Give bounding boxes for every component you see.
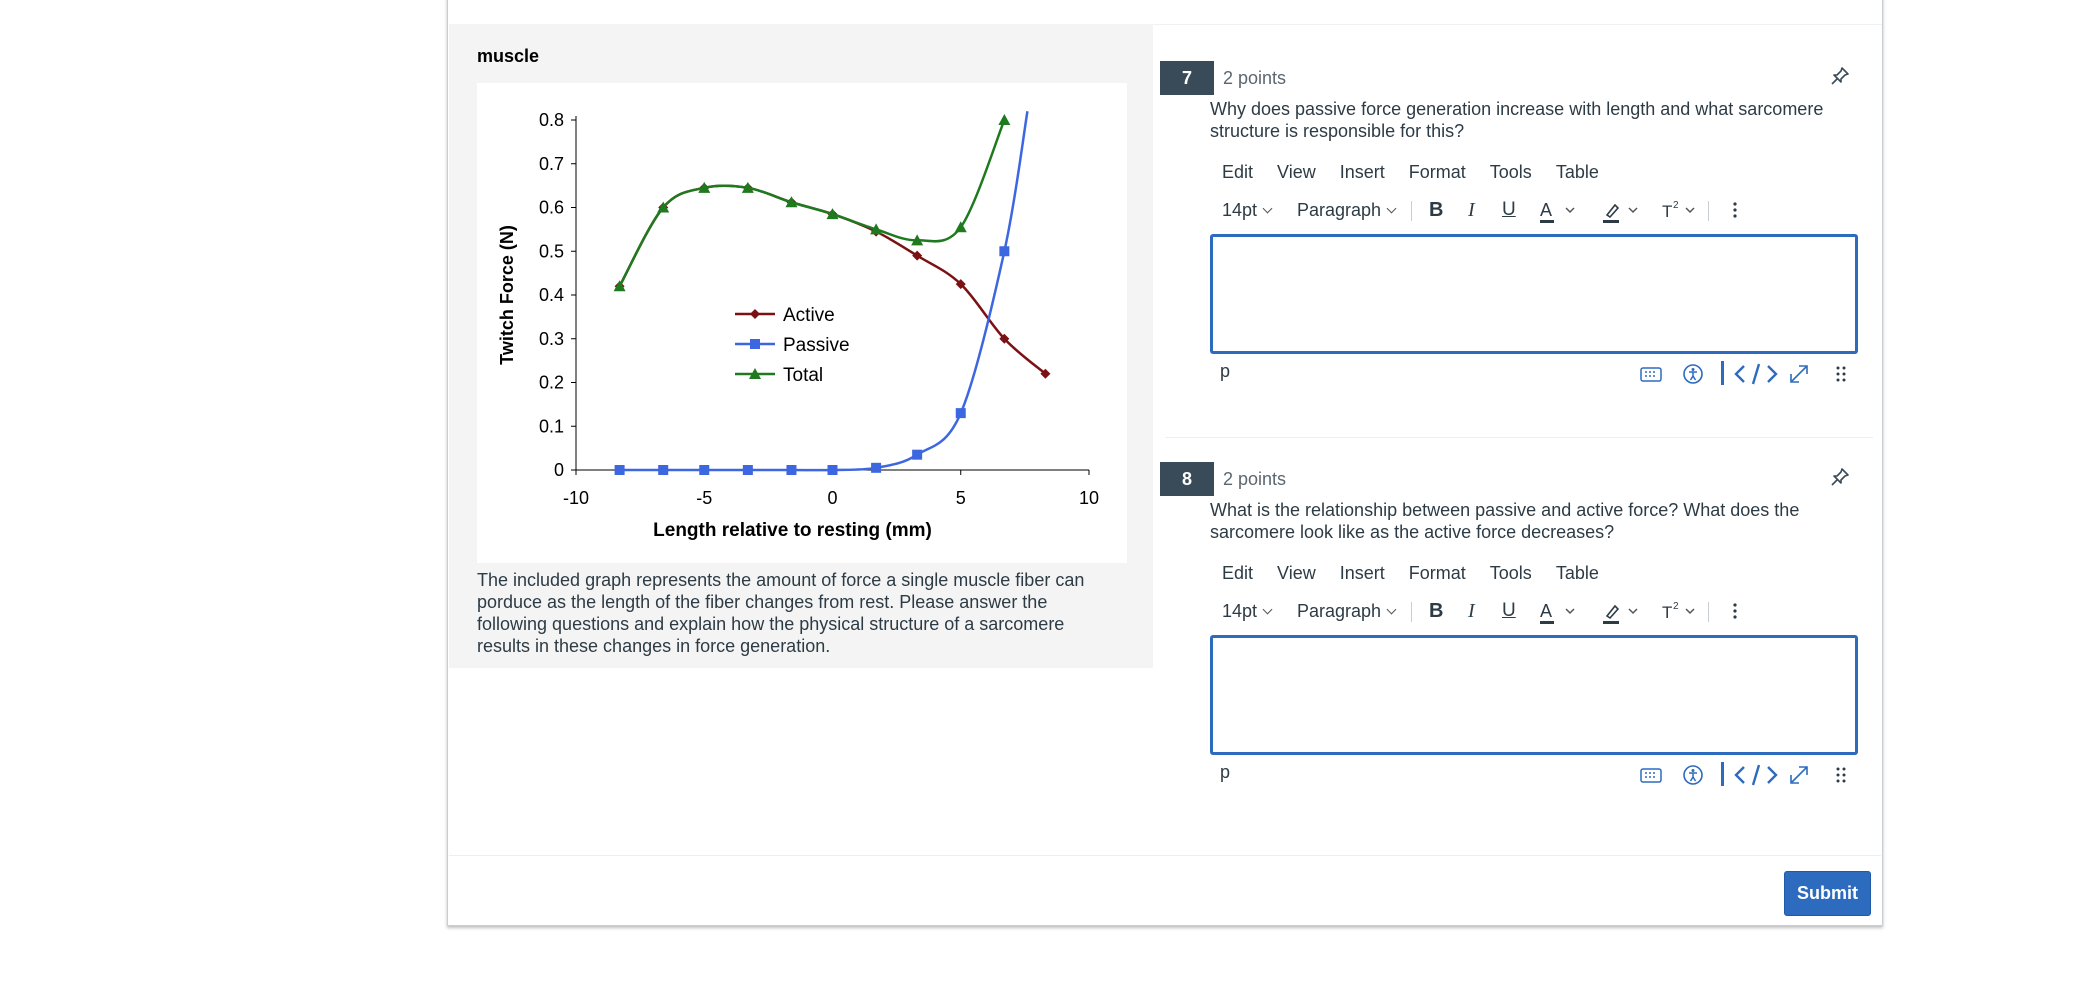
svg-text:T: T <box>1662 202 1673 221</box>
passive-data-point <box>871 463 881 473</box>
toolbar-separator <box>1708 602 1709 622</box>
passive-data-point <box>615 465 625 475</box>
resize-handle-icon[interactable] <box>1835 764 1847 786</box>
svg-text:2: 2 <box>1673 601 1679 612</box>
more-vertical-icon <box>1730 594 1740 628</box>
y-tick-label: 0.5 <box>538 241 564 262</box>
highlight-color-button[interactable] <box>1603 193 1643 227</box>
menu-view[interactable]: View <box>1277 563 1316 583</box>
menu-tools[interactable]: Tools <box>1489 162 1532 182</box>
x-tick-label: -10 <box>562 488 590 508</box>
x-tick-label: 0 <box>827 488 838 508</box>
chevron-down-icon <box>1387 204 1397 214</box>
passive-data-point <box>956 408 966 418</box>
passive-data-point <box>699 465 709 475</box>
block-format-select[interactable] <box>1297 594 1395 628</box>
stimulus-pane <box>449 24 1153 668</box>
editor-statusbar <box>1210 357 1856 391</box>
fullscreen-icon[interactable] <box>1788 363 1810 385</box>
y-tick-label: 0.4 <box>538 285 564 305</box>
highlighter-icon <box>1603 193 1643 227</box>
active-legend-label: Active <box>783 305 835 326</box>
menu-edit[interactable]: Edit <box>1222 162 1254 182</box>
question-text: What is the relationship between passive and active force? What does the sarcomere look like as the active force decreases? <box>1210 500 1800 542</box>
question-8 <box>1160 462 1870 862</box>
question-number: 7 <box>1160 61 1214 95</box>
y-tick-label: 0.1 <box>538 416 564 437</box>
x-tick-label: -5 <box>696 488 713 508</box>
y-tick-label: 0.7 <box>538 153 564 174</box>
svg-text:T: T <box>1662 603 1673 622</box>
answer-editor[interactable] <box>1210 635 1858 755</box>
total-data-point <box>998 114 1010 125</box>
element-path[interactable]: p <box>1220 361 1231 381</box>
passive-data-point <box>743 465 753 475</box>
font-size-select[interactable] <box>1222 594 1271 628</box>
passive-data-point <box>786 465 796 475</box>
superscript-icon <box>1662 193 1702 227</box>
html-editor-icon[interactable] <box>1734 361 1778 387</box>
menu-insert[interactable]: Insert <box>1339 162 1385 182</box>
passive-data-point <box>828 465 838 475</box>
editor-toolbar <box>1210 193 1856 227</box>
chart-svg <box>477 83 1127 563</box>
passive-data-point <box>658 465 668 475</box>
underline-icon[interactable]: U <box>1502 199 1516 220</box>
question-separator <box>1165 437 1873 438</box>
highlighter-icon <box>1603 594 1643 628</box>
toolbar-separator <box>1411 602 1412 622</box>
bold-icon[interactable]: B <box>1429 199 1444 221</box>
passive-legend-marker <box>750 339 760 349</box>
fullscreen-icon[interactable] <box>1788 764 1810 786</box>
svg-text:A: A <box>1540 601 1553 621</box>
chevron-down-icon <box>1387 605 1397 615</box>
y-tick-label: 0.2 <box>538 372 564 393</box>
superscript-button[interactable] <box>1662 193 1702 227</box>
question-points: 2 points <box>1223 469 1287 489</box>
more-options-button[interactable] <box>1730 193 1740 227</box>
underline-icon[interactable]: U <box>1502 600 1516 621</box>
text-color-button[interactable] <box>1540 193 1580 227</box>
chevron-down-icon <box>1263 605 1273 615</box>
menu-format[interactable]: Format <box>1408 162 1466 182</box>
passive-legend-label: Passive <box>783 335 850 356</box>
keyboard-icon[interactable] <box>1639 363 1663 385</box>
block-format-value: Paragraph <box>1297 601 1382 621</box>
menu-insert[interactable]: Insert <box>1339 563 1385 583</box>
svg-text:2: 2 <box>1673 200 1679 211</box>
total-series-line <box>620 120 1005 286</box>
question-7 <box>1160 61 1870 461</box>
answer-editor[interactable] <box>1210 234 1858 354</box>
y-tick-label: 0.8 <box>538 110 564 130</box>
editor-menubar <box>1210 560 1611 586</box>
question-text: Why does passive force generation increase with length and what sarcomere structure is responsible for this? <box>1210 99 1824 141</box>
x-tick-label: 5 <box>955 488 966 508</box>
superscript-button[interactable] <box>1662 594 1702 628</box>
menu-view[interactable]: View <box>1277 162 1316 182</box>
menu-edit[interactable]: Edit <box>1222 563 1254 583</box>
text-color-icon <box>1540 193 1580 227</box>
top-divider <box>1153 24 1882 25</box>
chevron-down-icon <box>1263 204 1273 214</box>
highlight-color-button[interactable] <box>1603 594 1643 628</box>
font-size-value: 14pt <box>1222 601 1258 621</box>
accessibility-icon[interactable] <box>1682 363 1704 385</box>
more-vertical-icon <box>1730 193 1740 227</box>
stimulus-description: The included graph represents the amount of force a single muscle fiber can porduce as the length of the fiber changes from rest. Please answer the following questions and explain how the physical structure of a sarcomere results in these changes in force generation. <box>477 570 1085 656</box>
question-number: 8 <box>1160 462 1214 496</box>
superscript-icon <box>1662 594 1702 628</box>
toolbar-separator <box>1411 201 1412 221</box>
submit-button[interactable]: Submit <box>1784 871 1871 916</box>
svg-text:A: A <box>1540 200 1553 220</box>
statusbar-separator <box>1721 762 1724 786</box>
quiz-card <box>447 0 1883 926</box>
editor-toolbar <box>1210 594 1856 628</box>
font-size-value: 14pt <box>1222 200 1258 220</box>
x-tick-label: 10 <box>1078 488 1100 508</box>
pin-icon[interactable] <box>1829 65 1851 87</box>
keyboard-icon[interactable] <box>1639 764 1663 786</box>
y-tick-label: 0.3 <box>538 328 564 349</box>
text-color-button[interactable] <box>1540 594 1580 628</box>
passive-data-point <box>912 450 922 460</box>
passive-data-point <box>999 246 1009 256</box>
toolbar-separator <box>1708 201 1709 221</box>
bold-icon[interactable]: B <box>1429 600 1444 622</box>
html-editor-icon[interactable] <box>1734 762 1778 788</box>
italic-icon[interactable]: I <box>1468 600 1475 622</box>
text-color-icon <box>1540 594 1580 628</box>
menu-table[interactable]: Table <box>1555 162 1599 182</box>
question-points: 2 points <box>1223 68 1287 88</box>
editor-statusbar <box>1210 758 1856 792</box>
resize-handle-icon[interactable] <box>1835 363 1847 385</box>
active-legend-marker <box>750 309 760 319</box>
accessibility-icon[interactable] <box>1682 764 1704 786</box>
italic-icon[interactable]: I <box>1468 199 1475 221</box>
font-size-select[interactable] <box>1222 193 1271 227</box>
pin-icon[interactable] <box>1829 466 1851 488</box>
element-path[interactable]: p <box>1220 762 1231 782</box>
menu-table[interactable]: Table <box>1555 563 1599 583</box>
y-axis-label: Twitch Force (N) <box>497 225 517 365</box>
editor-menubar <box>1210 159 1611 185</box>
statusbar-separator <box>1721 361 1724 385</box>
footer-divider <box>449 855 1881 856</box>
block-format-value: Paragraph <box>1297 200 1382 220</box>
block-format-select[interactable] <box>1297 193 1395 227</box>
y-tick-label: 0 <box>553 460 564 480</box>
menu-tools[interactable]: Tools <box>1489 563 1532 583</box>
total-legend-label: Total <box>783 365 824 386</box>
menu-format[interactable]: Format <box>1408 563 1466 583</box>
more-options-button[interactable] <box>1730 594 1740 628</box>
x-axis-label: Length relative to resting (mm) <box>653 520 932 541</box>
y-tick-label: 0.6 <box>538 197 564 218</box>
muscle-force-chart <box>477 83 1127 563</box>
stimulus-title: muscle <box>477 46 540 66</box>
